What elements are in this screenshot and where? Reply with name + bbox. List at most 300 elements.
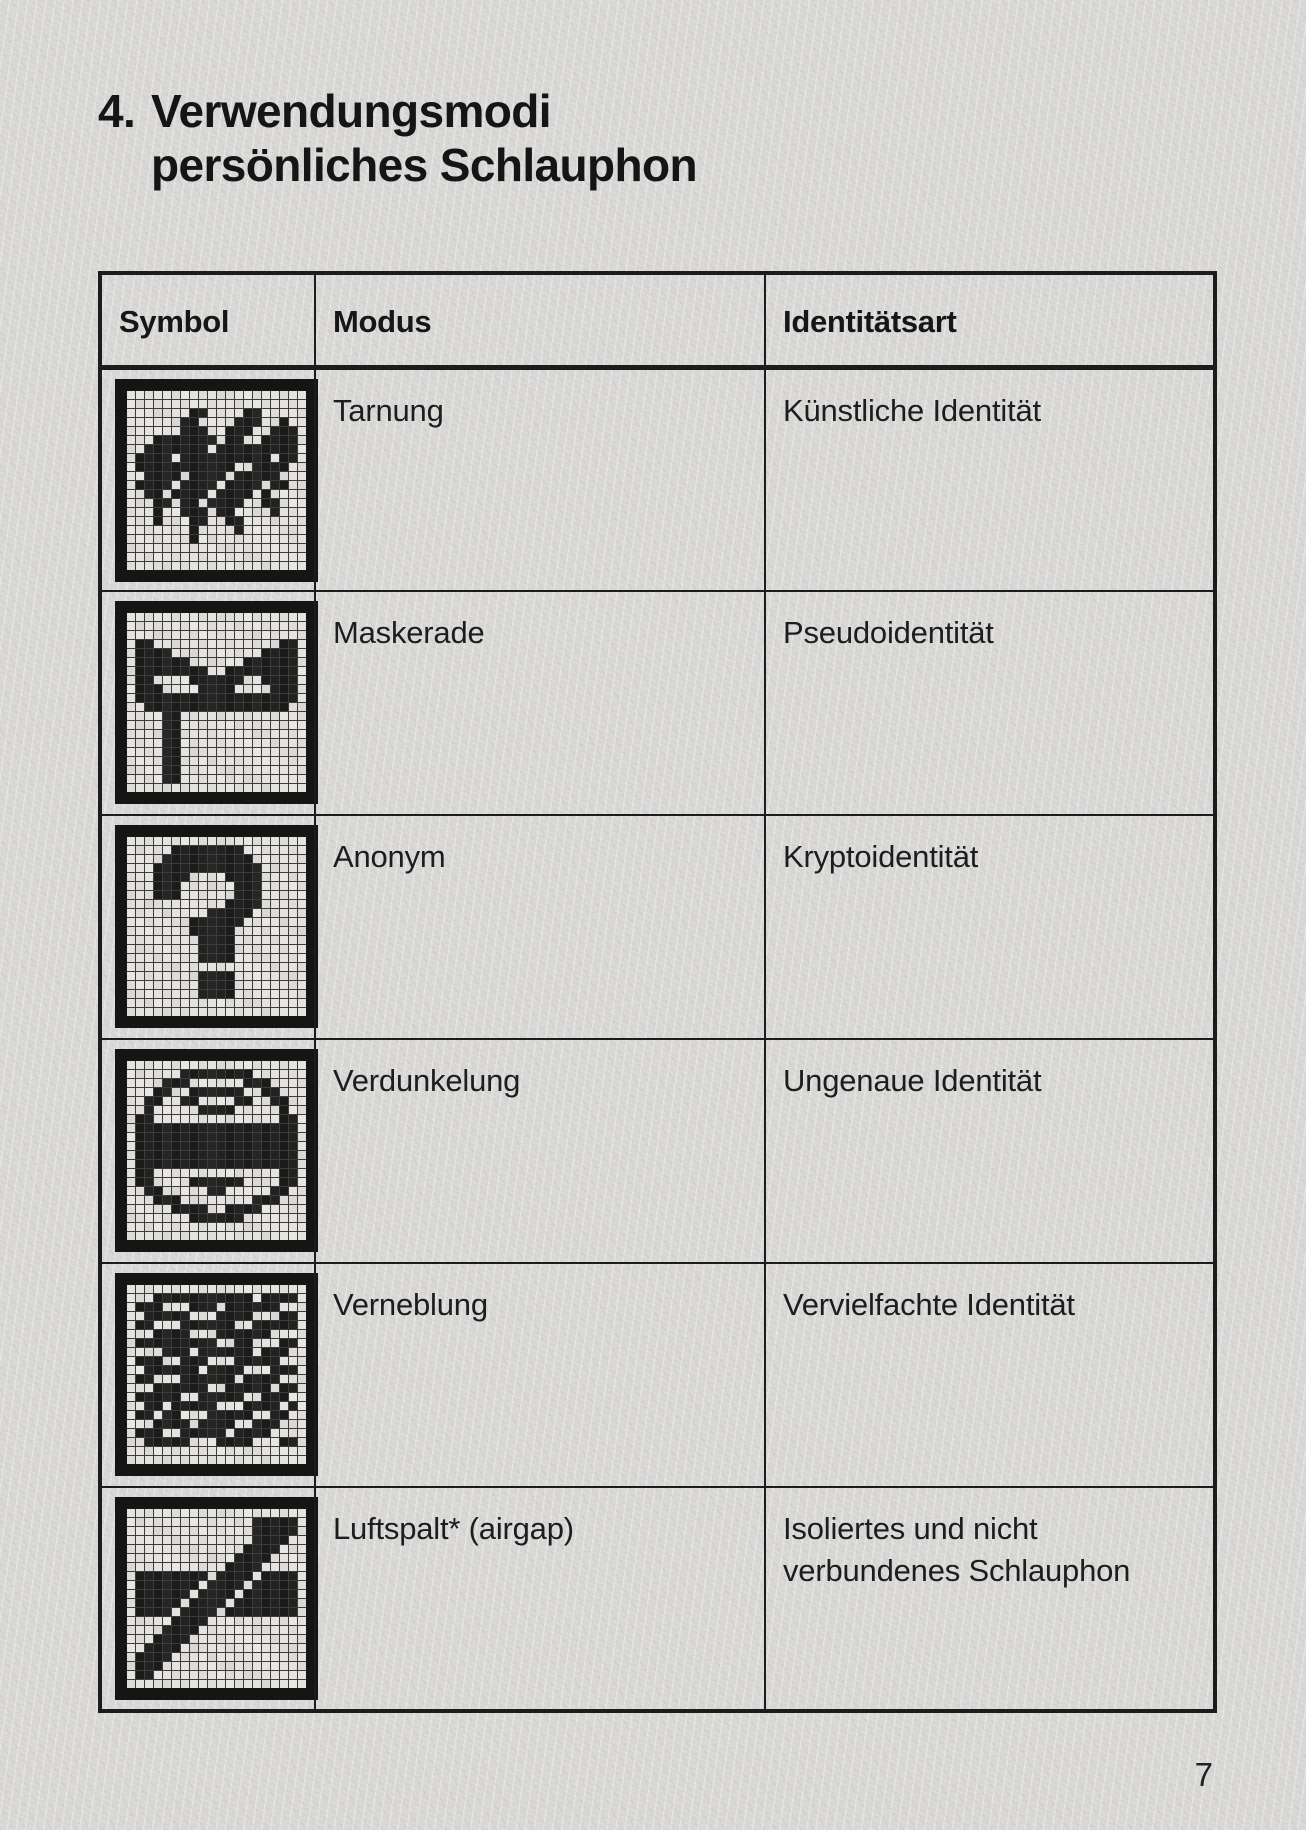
pixel-off (127, 864, 135, 872)
pixel-on (280, 1536, 288, 1544)
pixel-on (289, 454, 297, 462)
pixel-on (262, 649, 270, 657)
pixel-on (217, 1420, 225, 1428)
pixel-on (199, 694, 207, 702)
pixel-on (244, 1312, 252, 1320)
pixel-on (190, 517, 198, 525)
pixel-on (244, 703, 252, 711)
pixel-off (127, 1124, 135, 1132)
pixel-on (208, 855, 216, 863)
pixel-off (127, 1518, 135, 1526)
pixel-on (136, 658, 144, 666)
pixel-off (136, 1536, 144, 1544)
pixel-off (163, 418, 171, 426)
pixel-off (154, 846, 162, 854)
pixel-on (190, 667, 198, 675)
pixel-off (181, 927, 189, 935)
pixel-on (163, 739, 171, 747)
pixel-off (271, 784, 279, 792)
pixel-on (172, 864, 180, 872)
pixel-off (181, 1527, 189, 1535)
pixel-off (253, 1070, 261, 1078)
pixel-off (262, 562, 270, 570)
pixel-off (136, 499, 144, 507)
pixel-off (172, 1115, 180, 1123)
pixel-off (262, 730, 270, 738)
pixel-off (136, 855, 144, 863)
pixel-off (181, 757, 189, 765)
pixel-off (226, 1456, 234, 1464)
pixel-on (208, 954, 216, 962)
pixel-off (217, 1617, 225, 1625)
pixel-on (244, 891, 252, 899)
pixel-off (226, 409, 234, 417)
pixel-on (208, 945, 216, 953)
pixel-off (181, 1680, 189, 1688)
pixel-off (172, 1303, 180, 1311)
pixel-off (280, 400, 288, 408)
pixel-on (172, 436, 180, 444)
pixel-on (190, 1205, 198, 1213)
pixel-off (154, 1375, 162, 1383)
pixel-on (172, 472, 180, 480)
pixel-off (271, 1626, 279, 1634)
pixel-on (226, 427, 234, 435)
pixel-off (289, 1662, 297, 1670)
pixel-on (208, 694, 216, 702)
pixel-off (253, 1115, 261, 1123)
pixel-on (244, 882, 252, 890)
pixel-off (289, 400, 297, 408)
column-header-identitaetsart: Identitätsart (765, 273, 1215, 368)
pixel-on (190, 1375, 198, 1383)
pixel-off (136, 1617, 144, 1625)
pixel-off (244, 463, 252, 471)
pixel-off (289, 517, 297, 525)
pixel-off (280, 1644, 288, 1652)
pixel-off (253, 972, 261, 980)
pixel-off (244, 1115, 252, 1123)
pixel-on (199, 954, 207, 962)
pixel-off (154, 1169, 162, 1177)
pixel-off (145, 1518, 153, 1526)
pixel-on (262, 1420, 270, 1428)
pixel-on (280, 658, 288, 666)
pixel-on (154, 1330, 162, 1338)
pixel-off (145, 409, 153, 417)
pixel-off (289, 775, 297, 783)
pixel-on (226, 918, 234, 926)
pixel-on (253, 1554, 261, 1562)
pixel-off (289, 1653, 297, 1661)
pixel-off (163, 490, 171, 498)
pixel-on (253, 1420, 261, 1428)
pixel-off (235, 1662, 243, 1670)
pixel-off (280, 909, 288, 917)
pixel-off (253, 855, 261, 863)
pixel-off (127, 1097, 135, 1105)
pixel-off (127, 418, 135, 426)
pixel-off (262, 927, 270, 935)
pixel-off (289, 936, 297, 944)
pixel-off (127, 1680, 135, 1688)
pixel-off (190, 1545, 198, 1553)
pixel-off (244, 562, 252, 570)
pixel-off (280, 1420, 288, 1428)
pixel-on (145, 1644, 153, 1652)
pixel-on (244, 1348, 252, 1356)
pixel-off (235, 757, 243, 765)
pixel-on (181, 1581, 189, 1589)
pixel-off (127, 1187, 135, 1195)
pixel-off (136, 1088, 144, 1096)
pixel-off (163, 640, 171, 648)
pixel-off (154, 1061, 162, 1069)
pixel-off (136, 490, 144, 498)
pixel-on (235, 1599, 243, 1607)
pixel-on (208, 1608, 216, 1616)
pixel-off (271, 882, 279, 890)
pixel-off (298, 1285, 306, 1293)
pixel-off (127, 1447, 135, 1455)
pixel-off (253, 517, 261, 525)
pixel-off (136, 535, 144, 543)
pixel-on (289, 1527, 297, 1535)
pixel-on (190, 436, 198, 444)
pixel-on (163, 1294, 171, 1302)
pixel-off (235, 1008, 243, 1016)
pixel-off (298, 1438, 306, 1446)
pixel-off (181, 1518, 189, 1526)
pixel-off (208, 730, 216, 738)
pixel-on (235, 1070, 243, 1078)
pixel-off (262, 981, 270, 989)
pixel-off (154, 1554, 162, 1562)
pixel-on (271, 1303, 279, 1311)
pixel-on (208, 1339, 216, 1347)
pixel-off (235, 981, 243, 989)
pixel-off (226, 1509, 234, 1517)
pixel-off (163, 1115, 171, 1123)
pixel-on (181, 1357, 189, 1365)
pixel-on (181, 1339, 189, 1347)
pixel-on (145, 1581, 153, 1589)
pixel-on (226, 972, 234, 980)
pixel-off (181, 972, 189, 980)
pixel-on (253, 1303, 261, 1311)
pixel-off (253, 544, 261, 552)
pixel-off (280, 1671, 288, 1679)
pixel-on (154, 658, 162, 666)
pixel-on (163, 1142, 171, 1150)
pixel-off (154, 676, 162, 684)
pixel-off (127, 891, 135, 899)
pixel-on (253, 864, 261, 872)
pixel-off (244, 535, 252, 543)
pixel-off (271, 1169, 279, 1177)
pixel-off (127, 631, 135, 639)
pixel-off (136, 1545, 144, 1553)
pixel-off (199, 1536, 207, 1544)
pixel-off (271, 553, 279, 561)
pixel-off (253, 954, 261, 962)
pixel-off (127, 517, 135, 525)
pixel-off (190, 1518, 198, 1526)
pixel-on (163, 1196, 171, 1204)
pixel-off (127, 1223, 135, 1231)
pixel-off (289, 1456, 297, 1464)
pixel-off (298, 918, 306, 926)
pixel-off (127, 463, 135, 471)
pixel-off (181, 1662, 189, 1670)
pixel-on (181, 1312, 189, 1320)
pixel-off (262, 391, 270, 399)
pixel-on (235, 667, 243, 675)
pixel-off (163, 391, 171, 399)
pixel-on (235, 1581, 243, 1589)
pixel-off (127, 1214, 135, 1222)
pixel-on (235, 1554, 243, 1562)
pixel-on (172, 1133, 180, 1141)
pixel-off (217, 882, 225, 890)
pixel-off (163, 1214, 171, 1222)
pixel-off (145, 391, 153, 399)
pixel-on (163, 882, 171, 890)
pixel-on (145, 1438, 153, 1446)
pixel-on (226, 1420, 234, 1428)
pixel-off (271, 927, 279, 935)
pixel-off (217, 900, 225, 908)
pixel-on (154, 694, 162, 702)
pixel-off (298, 1187, 306, 1195)
pixel-off (253, 712, 261, 720)
pixel-on (181, 1438, 189, 1446)
pixel-on (199, 1205, 207, 1213)
pixel-off (127, 553, 135, 561)
pixel-off (181, 1447, 189, 1455)
pixel-off (271, 631, 279, 639)
pixel-on (271, 1581, 279, 1589)
pixel-on (181, 864, 189, 872)
pixel-off (199, 1312, 207, 1320)
pixel-off (289, 553, 297, 561)
pixel-off (226, 1680, 234, 1688)
pixel-off (163, 427, 171, 435)
pixel-on (190, 1151, 198, 1159)
pixel-off (172, 1232, 180, 1240)
pixel-on (271, 676, 279, 684)
pixel-on (136, 1178, 144, 1186)
pixel-off (208, 1644, 216, 1652)
pixel-on (217, 1294, 225, 1302)
pixel-off (127, 1321, 135, 1329)
pixel-off (190, 658, 198, 666)
pixel-on (289, 694, 297, 702)
pixel-on (244, 1151, 252, 1159)
pixel-on (181, 1626, 189, 1634)
pixel-off (163, 631, 171, 639)
pixel-on (190, 1321, 198, 1329)
pixel-off (145, 775, 153, 783)
pixel-off (145, 427, 153, 435)
pixel-off (253, 1008, 261, 1016)
pixel-off (235, 766, 243, 774)
pixel-off (271, 1330, 279, 1338)
pixel-on (172, 703, 180, 711)
pixel-on (163, 667, 171, 675)
pixel-off (217, 721, 225, 729)
pixel-off (136, 882, 144, 890)
pixel-off (145, 1070, 153, 1078)
pixel-off (208, 1438, 216, 1446)
pixel-on (217, 1572, 225, 1580)
pixel-on (136, 1411, 144, 1419)
pixel-on (262, 1294, 270, 1302)
pixel-on (235, 1097, 243, 1105)
pixel-off (190, 963, 198, 971)
pixel-off (271, 535, 279, 543)
pixel-off (163, 1097, 171, 1105)
pixel-on (199, 1106, 207, 1114)
pixel-off (271, 918, 279, 926)
pixel-off (190, 1232, 198, 1240)
pixel-off (136, 508, 144, 516)
pixel-off (298, 1223, 306, 1231)
pixel-on (154, 481, 162, 489)
pixel-off (163, 1545, 171, 1553)
pixel-off (271, 517, 279, 525)
pixel-on (208, 927, 216, 935)
pixel-off (127, 499, 135, 507)
pixel-on (163, 1420, 171, 1428)
pixel-off (244, 1196, 252, 1204)
pixel-on (136, 1169, 144, 1177)
pixel-on (145, 445, 153, 453)
pixel-off (262, 1438, 270, 1446)
pixel-off (136, 954, 144, 962)
censored-smiley-icon (115, 1049, 318, 1252)
pixel-off (289, 1554, 297, 1562)
pixel-off (262, 1214, 270, 1222)
pixel-on (190, 490, 198, 498)
pixel-off (298, 427, 306, 435)
pixel-off (136, 1312, 144, 1320)
pixel-on (154, 1097, 162, 1105)
pixel-on (244, 1411, 252, 1419)
pixel-off (199, 658, 207, 666)
pixel-on (163, 481, 171, 489)
pixel-off (127, 1088, 135, 1096)
pixel-on (199, 1375, 207, 1383)
pixel-off (172, 418, 180, 426)
pixel-off (181, 936, 189, 944)
pixel-on (208, 1366, 216, 1374)
pixel-off (136, 909, 144, 917)
pixel-off (235, 1680, 243, 1688)
pixel-on (181, 1348, 189, 1356)
pixel-on (163, 1330, 171, 1338)
pixel-on (280, 463, 288, 471)
pixel-off (136, 1509, 144, 1517)
pixel-off (289, 1357, 297, 1365)
pixel-off (145, 418, 153, 426)
pixel-off (136, 1384, 144, 1392)
row-tarnung (100, 367, 1215, 591)
pixel-off (298, 748, 306, 756)
pixel-off (181, 1196, 189, 1204)
pixel-off (172, 1662, 180, 1670)
pixel-off (145, 864, 153, 872)
pixel-on (262, 1429, 270, 1437)
pixel-off (127, 1348, 135, 1356)
pixel-off (253, 490, 261, 498)
pixel-on (280, 1599, 288, 1607)
pixel-off (235, 1653, 243, 1661)
pixel-off (280, 712, 288, 720)
pixel-off (145, 927, 153, 935)
pixel-off (262, 526, 270, 534)
pixel-on (244, 445, 252, 453)
pixel-off (271, 1339, 279, 1347)
pixel-off (244, 400, 252, 408)
pixel-off (217, 1653, 225, 1661)
pixel-on (289, 658, 297, 666)
pixel-off (154, 544, 162, 552)
pixel-on (199, 1294, 207, 1302)
pixel-off (298, 454, 306, 462)
pixel-off (163, 1518, 171, 1526)
pixel-off (289, 409, 297, 417)
pixel-on (163, 1393, 171, 1401)
pixel-off (217, 784, 225, 792)
pixel-off (271, 1644, 279, 1652)
pixel-off (217, 999, 225, 1007)
pixel-off (127, 1070, 135, 1078)
pixel-off (181, 685, 189, 693)
pixel-on (163, 1411, 171, 1419)
pixel-off (226, 658, 234, 666)
pixel-off (154, 1008, 162, 1016)
pixel-off (172, 963, 180, 971)
pixel-off (271, 1008, 279, 1016)
pixel-on (244, 1429, 252, 1437)
pixel-off (298, 508, 306, 516)
pixel-on (280, 1142, 288, 1150)
pixel-on (208, 676, 216, 684)
pixel-off (298, 1456, 306, 1464)
pixel-on (172, 463, 180, 471)
pixel-on (208, 1348, 216, 1356)
pixel-off (226, 730, 234, 738)
pixel-on (226, 676, 234, 684)
pixel-off (244, 999, 252, 1007)
pixel-off (127, 667, 135, 675)
pixel-off (154, 1079, 162, 1087)
pixel-off (271, 1438, 279, 1446)
pixel-off (199, 1438, 207, 1446)
pixel-off (226, 1339, 234, 1347)
pixel-off (145, 1205, 153, 1213)
pixel-on (280, 1572, 288, 1580)
pixel-off (145, 1232, 153, 1240)
pixel-on (154, 472, 162, 480)
pixel-on (226, 1572, 234, 1580)
pixel-off (127, 481, 135, 489)
pixel-off (226, 784, 234, 792)
pixel-on (208, 436, 216, 444)
pixel-on (172, 1644, 180, 1652)
pixel-off (271, 1079, 279, 1087)
